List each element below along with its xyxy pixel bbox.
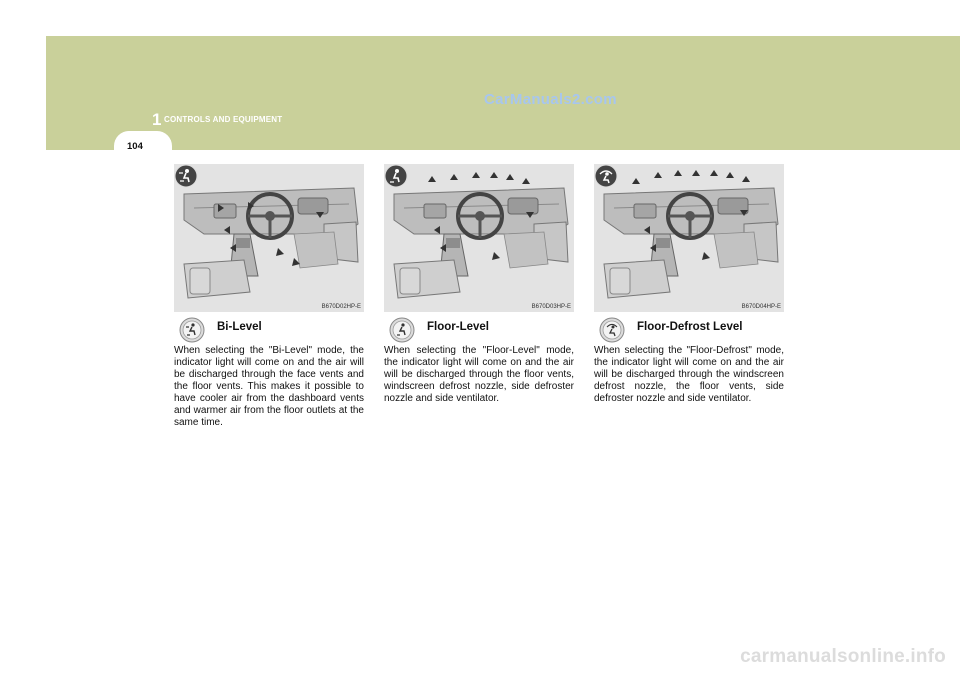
section-heading: Floor-Defrost Level: [637, 321, 743, 333]
dashboard-illustration: [174, 164, 364, 312]
section-floor-defrost-level: [594, 164, 784, 405]
section-number: 1: [152, 110, 162, 129]
section-body: When selecting the "Floor-Defrost" mode, the indicator light will come on and the air will be discharged through the windscreen defrost nozzle, the floor vents, side defroster nozzle and side ventilator.: [594, 345, 784, 404]
page-number-tab: [114, 131, 172, 161]
bi-level-mode-icon: [174, 164, 198, 188]
dashboard-airflow-drawing: [384, 164, 574, 312]
figure-code: B670D03HP-E: [531, 304, 571, 310]
section-floor-level: [384, 164, 574, 405]
watermark-link[interactable]: CarManuals2.com: [484, 91, 617, 108]
section-body: When selecting the "Floor-Level" mode, the indicator light will come on and the air will be discharged through the floor vents, windscreen defrost nozzle, side defroster nozzle and side ventilator.: [384, 345, 574, 404]
dashboard-airflow-drawing: [594, 164, 784, 312]
floor-level-mode-icon: [384, 164, 408, 188]
section-body: When selecting the "Bi-Level" mode, the indicator light will come on and the air will be discharged through the face vents and the floor vents. This makes it possible to have cooler air from the dashboard vents and warmer air from the floor outlets at the same time.: [174, 345, 364, 428]
floor-defrost-mode-icon: [594, 164, 618, 188]
floor-defrost-mode-icon: [599, 317, 625, 343]
dashboard-airflow-drawing: [174, 164, 364, 312]
floor-level-mode-icon: [389, 317, 415, 343]
footer-watermark: carmanualsonline.info: [740, 646, 946, 667]
section-heading: Floor-Level: [427, 321, 489, 333]
figure-code: B670D02HP-E: [321, 304, 361, 310]
dashboard-illustration: [384, 164, 574, 312]
section-heading: Bi-Level: [217, 321, 262, 333]
section-bi-level: [174, 164, 364, 429]
section-title: CONTROLS AND EQUIPMENT: [164, 115, 283, 124]
dashboard-illustration: [594, 164, 784, 312]
bi-level-mode-icon: [179, 317, 205, 343]
figure-code: B670D04HP-E: [741, 304, 781, 310]
page-number: 104: [127, 141, 143, 152]
